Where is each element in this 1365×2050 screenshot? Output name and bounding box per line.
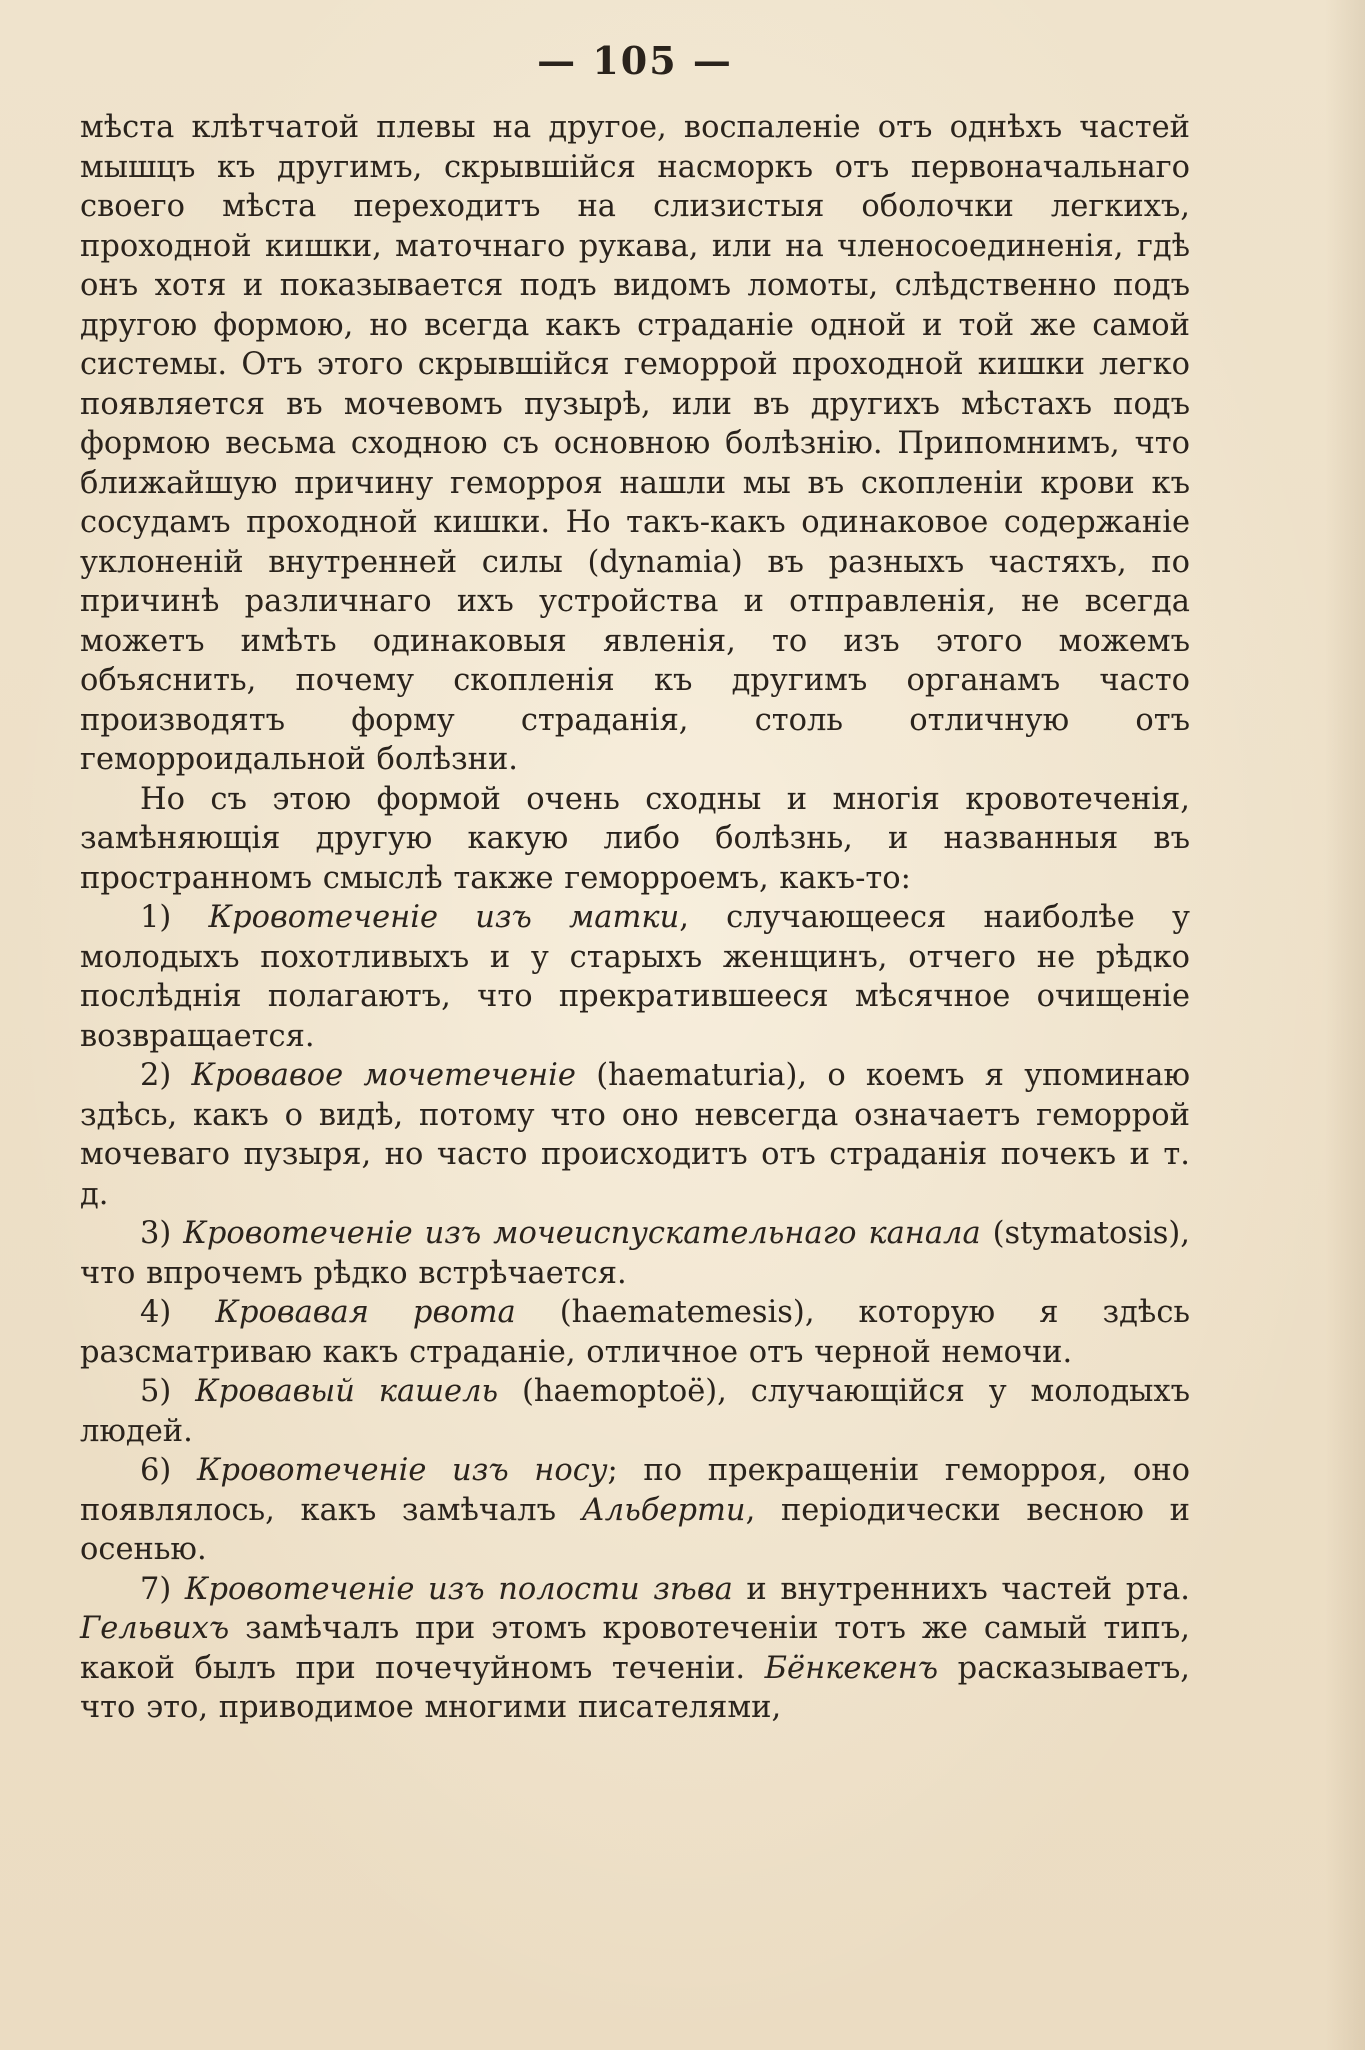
item-number: 1): [140, 900, 209, 935]
item-number: 2): [140, 1058, 192, 1093]
italic-term: Кровотеченіе изъ матки: [208, 900, 680, 935]
paragraph-1: [80, 108, 1190, 780]
text-segment: , періодически весною и осенью.: [80, 1492, 1190, 1567]
list-item-5: [80, 1372, 1190, 1451]
page-edge-shadow: [1325, 0, 1365, 2050]
italic-term: Кровотеченіе изъ носу: [196, 1453, 608, 1488]
text-segment: , случающееся наиболѣе у молодыхъ похотливыхъ и у старыхъ женщинъ, отчего не рѣдко послѣднія полагаютъ, что прекратившееся мѣсячное очищеніе возвращается.: [80, 900, 1190, 1054]
item-number: 4): [140, 1295, 216, 1330]
list-item-7: [80, 1570, 1190, 1728]
text-segment: и внутреннихъ частей рта.: [732, 1571, 1190, 1607]
item-number: 5): [140, 1374, 196, 1409]
body-text: [80, 108, 1190, 1728]
italic-term: Кровотеченіе изъ полости зѣва: [184, 1571, 733, 1607]
text-segment: (stymatosis), что впрочемъ рѣдко встрѣчается.: [80, 1216, 1190, 1291]
list-item-4: [80, 1293, 1190, 1372]
italic-name: Бёнкекенъ: [764, 1650, 939, 1686]
paragraph-2: [80, 780, 1190, 899]
text-segment: Но съ этою формой очень сходны и многія кровотеченія, замѣняющія другую какую либо болѣзнь, и названныя въ пространномъ смыслѣ также геморроемъ, какъ-то:: [80, 781, 1190, 896]
italic-term: Кровотеченіе изъ мочеиспускательнаго канала: [183, 1216, 981, 1251]
italic-name: Альберти: [581, 1492, 746, 1528]
list-item-3: [80, 1214, 1190, 1293]
item-number: 3): [140, 1216, 184, 1251]
italic-term: Кровавое мочетеченіе: [191, 1058, 576, 1093]
text-segment: ; по прекращеніи геморроя, оно появлялось, какъ замѣчалъ: [80, 1453, 1191, 1528]
item-number: 6): [140, 1453, 197, 1488]
text-segment: расказываетъ, что это, приводимое многими писателями,: [80, 1650, 1190, 1725]
text-segment: мѣста клѣтчатой плевы на другое, воспаленіе отъ однѣхъ частей мышцъ къ другимъ, скрывшійся насморкъ отъ первоначальнаго своего мѣста переходитъ на слизистыя оболочки легкихъ, проходной кишки, маточнаго рукава, или на членосоединенія, гдѣ онъ хотя и показывается подъ видомъ ломоты, слѣдственно подъ другою формою, но всегда какъ страданіе одной и той же самой системы. Отъ этого скрывшійся геморрой проходной кишки легко появляется въ мочевомъ пузырѣ, или въ другихъ мѣстахъ подъ формою весьма сходною съ основною болѣзнію. Припомнимъ, что ближайшую причину геморроя нашли мы въ скопленіи крови къ сосудамъ проходной кишки. Но такъ-какъ одинаковое содержаніе уклоненій внутренней силы (dynamia) въ разныхъ частяхъ, по причинѣ различнаго ихъ устройства и отправленія, не всегда можетъ имѣть одинаковыя явленія, то изъ этого можемъ объяснить, почему скопленія къ другимъ органамъ часто производятъ форму страданія, столь отличную отъ геморроидальной болѣзни.: [80, 110, 1190, 777]
page-number: — 105 —: [537, 38, 733, 83]
italic-term: Кровавый кашель: [195, 1374, 499, 1409]
list-item-2: [80, 1056, 1190, 1214]
list-item-1: [80, 898, 1190, 1056]
italic-term: Кровавая рвота: [215, 1295, 516, 1330]
text-segment: (haematemesis), которую я здѣсь разсматриваю какъ страданіе, отличное отъ черной немочи.: [80, 1295, 1191, 1370]
text-segment: (haemoptoë), случающійся у молодыхъ людей.: [80, 1374, 1191, 1449]
text-segment: замѣчалъ при этомъ кровотеченіи тотъ же самый типъ, какой былъ при почечуйномъ теченіи.: [80, 1611, 1190, 1686]
italic-name: Гельвихъ: [80, 1611, 230, 1646]
list-item-6: [80, 1451, 1190, 1570]
text-segment: (haematuria), о коемъ я упоминаю здѣсь, какъ о видѣ, потому что оно невсегда означаетъ геморрой мочеваго пузыря, но часто происходитъ отъ страданія почекъ и т. д.: [80, 1058, 1190, 1212]
item-number: 7): [140, 1571, 185, 1607]
